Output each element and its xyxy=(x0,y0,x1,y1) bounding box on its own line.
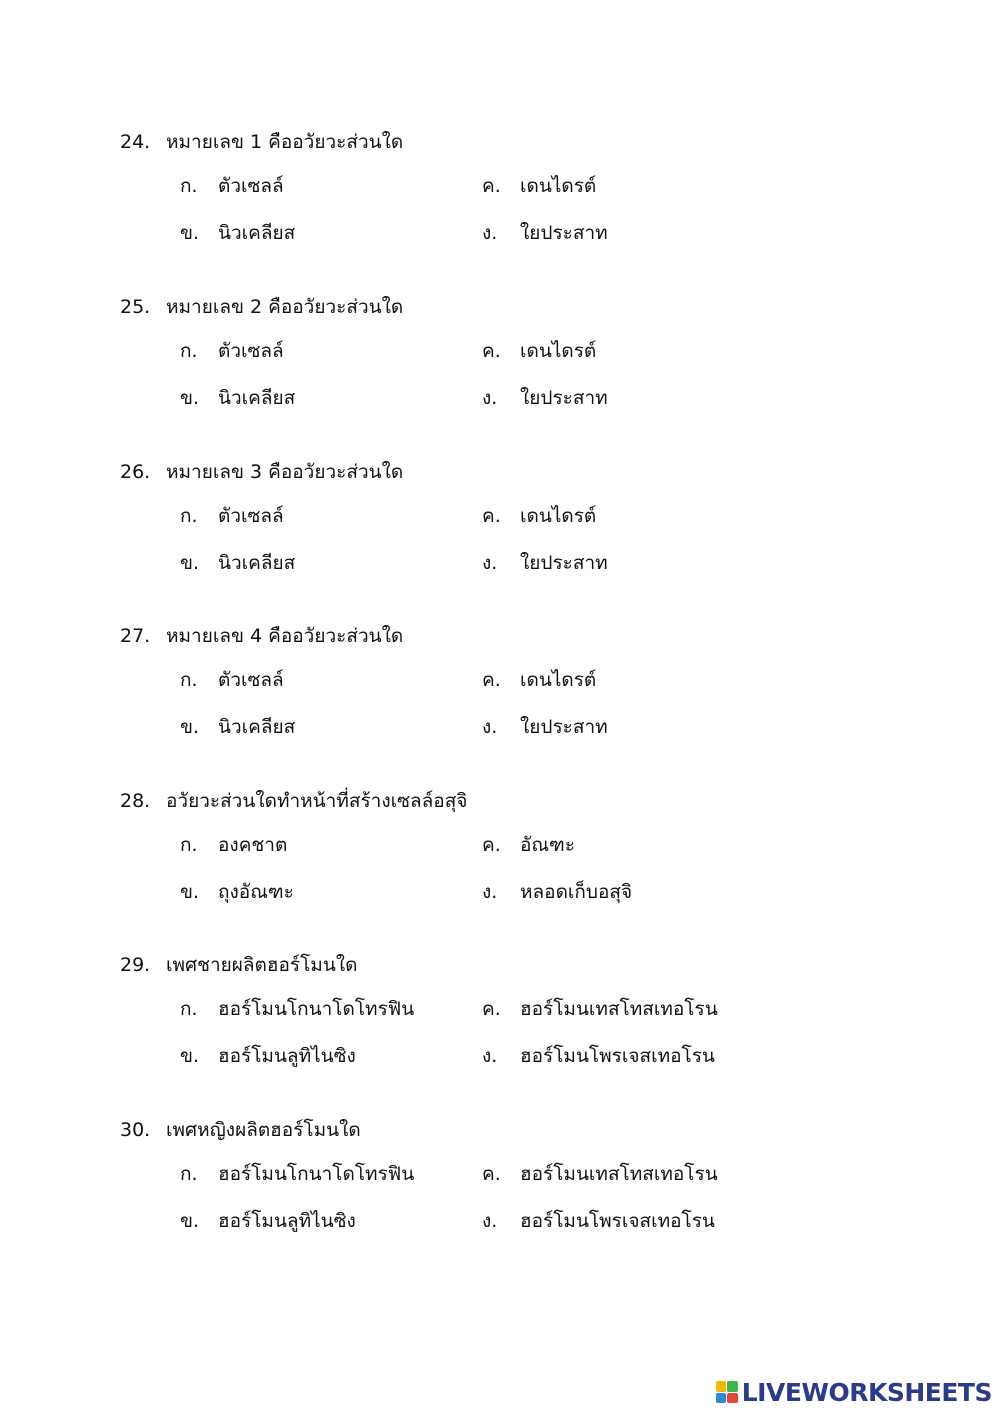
option-text: ใยประสาท xyxy=(520,222,608,244)
option-b[interactable] xyxy=(180,386,295,410)
question-title xyxy=(120,953,357,977)
option-a[interactable] xyxy=(180,504,284,528)
option-marker: ก. xyxy=(180,175,198,197)
option-text: ตัวเซลล์ xyxy=(218,340,284,362)
question-29 xyxy=(120,953,940,1093)
question-number: 26. xyxy=(120,461,151,483)
option-text: เดนไดรต์ xyxy=(520,669,597,691)
option-marker: ง. xyxy=(482,1210,498,1232)
option-text: ฮอร์โมนลูทิไนซิง xyxy=(218,1210,356,1232)
logo-tile xyxy=(716,1381,727,1392)
question-30 xyxy=(120,1118,940,1258)
option-marker: ง. xyxy=(482,222,498,244)
option-marker: ค. xyxy=(482,669,501,691)
option-text: ฮอร์โมนโพรเจสเทอโรน xyxy=(520,1045,715,1067)
question-text: หมายเลข 1 คืออวัยวะส่วนใด xyxy=(166,131,404,153)
option-c[interactable] xyxy=(482,504,596,528)
option-text: ใยประสาท xyxy=(520,387,608,409)
option-c[interactable] xyxy=(482,174,596,198)
option-text: เดนไดรต์ xyxy=(520,505,597,527)
option-text: อัณฑะ xyxy=(520,834,576,856)
option-marker: ง. xyxy=(482,881,498,903)
option-text: ฮอร์โมนลูทิไนซิง xyxy=(218,1045,356,1067)
brand-name: LIVEWORKSHEETS xyxy=(741,1377,992,1407)
question-text: อวัยวะส่วนใดทำหน้าที่สร้างเซลล์อสุจิ xyxy=(166,790,468,812)
question-title xyxy=(120,460,403,484)
option-b[interactable] xyxy=(180,1044,356,1068)
option-text: ฮอร์โมนโกนาโดโทรฟิน xyxy=(218,998,415,1020)
option-marker: ค. xyxy=(482,1163,501,1185)
question-text: เพศชายผลิตฮอร์โมนใด xyxy=(166,954,358,976)
option-b[interactable] xyxy=(180,221,295,245)
liveworksheets-logo[interactable] xyxy=(716,1377,992,1407)
option-marker: ข. xyxy=(180,1210,200,1232)
option-text: นิวเคลียส xyxy=(218,387,296,409)
option-text: ฮอร์โมนเทสโทสเทอโรน xyxy=(520,1163,718,1185)
option-text: เดนไดรต์ xyxy=(520,340,597,362)
option-marker: ก. xyxy=(180,998,198,1020)
option-b[interactable] xyxy=(180,1209,356,1233)
option-marker: ข. xyxy=(180,716,200,738)
option-marker: ง. xyxy=(482,387,498,409)
question-title xyxy=(120,789,467,813)
question-number: 30. xyxy=(120,1119,151,1141)
option-marker: ค. xyxy=(482,998,501,1020)
option-text: เดนไดรต์ xyxy=(520,175,597,197)
question-text: เพศหญิงผลิตฮอร์โมนใด xyxy=(166,1119,361,1141)
question-number: 28. xyxy=(120,790,151,812)
question-27 xyxy=(120,624,940,764)
question-text: หมายเลข 4 คืออวัยวะส่วนใด xyxy=(166,625,404,647)
option-d[interactable] xyxy=(482,1209,715,1233)
option-c[interactable] xyxy=(482,1162,718,1186)
question-text: หมายเลข 2 คืออวัยวะส่วนใด xyxy=(166,296,404,318)
option-c[interactable] xyxy=(482,668,596,692)
option-marker: ข. xyxy=(180,1045,200,1067)
option-a[interactable] xyxy=(180,1162,414,1186)
option-marker: ค. xyxy=(482,175,501,197)
liveworksheets-icon xyxy=(716,1381,738,1403)
option-marker: ก. xyxy=(180,1163,198,1185)
option-marker: ค. xyxy=(482,505,501,527)
option-text: นิวเคลียส xyxy=(218,222,296,244)
option-d[interactable] xyxy=(482,715,608,739)
option-marker: ข. xyxy=(180,222,200,244)
option-d[interactable] xyxy=(482,221,608,245)
option-text: ตัวเซลล์ xyxy=(218,175,284,197)
question-title xyxy=(120,295,403,319)
option-text: ใยประสาท xyxy=(520,716,608,738)
option-marker: ก. xyxy=(180,340,198,362)
option-a[interactable] xyxy=(180,174,284,198)
option-a[interactable] xyxy=(180,339,284,363)
option-b[interactable] xyxy=(180,551,295,575)
option-b[interactable] xyxy=(180,880,294,904)
question-number: 27. xyxy=(120,625,151,647)
option-a[interactable] xyxy=(180,833,287,857)
question-28 xyxy=(120,789,940,929)
option-d[interactable] xyxy=(482,1044,715,1068)
option-text: ฮอร์โมนเทสโทสเทอโรน xyxy=(520,998,718,1020)
logo-tile xyxy=(727,1381,738,1392)
option-d[interactable] xyxy=(482,880,632,904)
question-number: 29. xyxy=(120,954,151,976)
option-marker: ง. xyxy=(482,1045,498,1067)
option-marker: ก. xyxy=(180,669,198,691)
question-25 xyxy=(120,295,940,435)
option-text: ฮอร์โมนโพรเจสเทอโรน xyxy=(520,1210,715,1232)
option-marker: ง. xyxy=(482,552,498,574)
option-c[interactable] xyxy=(482,833,575,857)
question-text: หมายเลข 3 คืออวัยวะส่วนใด xyxy=(166,461,404,483)
question-number: 25. xyxy=(120,296,151,318)
option-marker: ข. xyxy=(180,552,200,574)
option-a[interactable] xyxy=(180,668,284,692)
option-d[interactable] xyxy=(482,386,608,410)
option-d[interactable] xyxy=(482,551,608,575)
question-24 xyxy=(120,130,940,270)
question-title xyxy=(120,1118,361,1142)
logo-tile xyxy=(727,1393,738,1404)
question-title xyxy=(120,624,403,648)
option-text: องคชาต xyxy=(218,834,288,856)
option-text: ตัวเซลล์ xyxy=(218,669,284,691)
option-text: ฮอร์โมนโกนาโดโทรฟิน xyxy=(218,1163,415,1185)
option-marker: ข. xyxy=(180,881,200,903)
option-marker: ก. xyxy=(180,505,198,527)
option-c[interactable] xyxy=(482,339,596,363)
option-marker: ก. xyxy=(180,834,198,856)
option-marker: ข. xyxy=(180,387,200,409)
option-text: นิวเคลียส xyxy=(218,552,296,574)
question-number: 24. xyxy=(120,131,151,153)
option-b[interactable] xyxy=(180,715,295,739)
option-text: ถุงอัณฑะ xyxy=(218,881,294,903)
option-text: หลอดเก็บอสุจิ xyxy=(520,881,633,903)
option-text: นิวเคลียส xyxy=(218,716,296,738)
logo-tile xyxy=(716,1393,727,1404)
option-marker: ค. xyxy=(482,834,501,856)
option-text: ตัวเซลล์ xyxy=(218,505,284,527)
option-marker: ง. xyxy=(482,716,498,738)
option-text: ใยประสาท xyxy=(520,552,608,574)
option-a[interactable] xyxy=(180,997,414,1021)
question-title xyxy=(120,130,403,154)
option-marker: ค. xyxy=(482,340,501,362)
question-26 xyxy=(120,460,940,600)
option-c[interactable] xyxy=(482,997,718,1021)
